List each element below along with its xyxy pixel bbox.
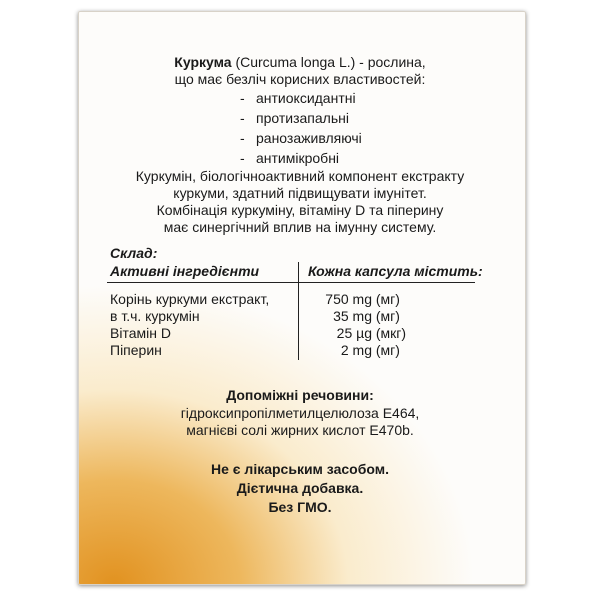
note-line: Дієтична добавка. [236,480,364,496]
table-divider-vertical [298,262,299,360]
auxiliary-line: гідроксипропілметилцелюлоза Е464, [180,405,420,421]
auxiliary-title: Допоміжні речовини: [226,387,374,403]
list-item: - антимікробні [240,150,340,166]
ingredient-name: в т.ч. куркумін [110,308,200,324]
properties-list [240,88,362,168]
intro-line-2: що має безліч корисних властивостей: [174,71,426,87]
note-line: Без ГМО. [268,499,332,515]
list-item: - антиоксидантні [240,90,356,106]
auxiliary-list [0,405,600,439]
brand-name: Куркума [174,54,232,70]
column-header-ingredients: Активні інгредієнти [110,263,260,279]
ingredient-name: Корінь куркуми екстракт, [110,291,270,307]
description-line: Комбінація куркуміну, вітаміну D та піперину [156,202,444,218]
ingredient-name: Піперин [110,342,162,358]
list-item: - протизапальні [240,110,349,126]
column-header-amount: Кожна капсула містить: [308,263,483,279]
composition-title: Склад: [110,245,158,261]
description-line: Куркумін, біологічноактивний компонент екстракту [135,168,465,184]
notes [0,460,600,517]
list-item: - ранозаживляючі [240,130,362,146]
ingredient-amount: 2 mg (мг) [340,342,400,358]
ingredient-amount: 750 mg (мг) [325,291,400,307]
intro-text [0,54,600,88]
description-line: куркуми, здатний підвищувати імунітет. [173,185,427,201]
intro-line-1: Куркума (Curcuma longa L.) - рослина, [174,54,426,70]
ingredient-name: Вітамін D [110,325,171,341]
description-line: має синергічний вплив на імунну систему. [163,219,437,235]
ingredient-amount: 25 µg (мкг) [336,325,407,341]
description [0,168,600,236]
table-divider-horizontal [107,282,475,283]
ingredient-amount: 35 mg (мг) [333,308,400,324]
note-line: Не є лікарським засобом. [211,461,389,477]
auxiliary-line: магнієві солі жирних кислот Е470b. [186,422,414,438]
